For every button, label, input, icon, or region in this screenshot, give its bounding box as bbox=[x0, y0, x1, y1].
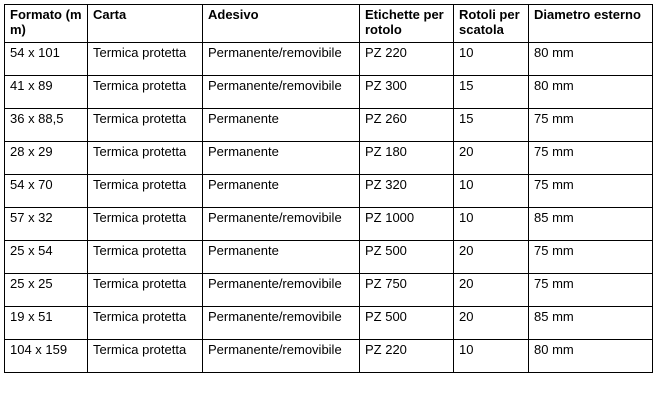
cell-carta: Termica protetta bbox=[88, 109, 203, 142]
cell-etichette: PZ 220 bbox=[360, 43, 454, 76]
cell-formato: 25 x 54 bbox=[5, 241, 88, 274]
cell-diametro: 80 mm bbox=[529, 340, 653, 373]
cell-adesivo: Permanente bbox=[203, 109, 360, 142]
cell-adesivo: Permanente/removibile bbox=[203, 340, 360, 373]
cell-rotoli: 10 bbox=[454, 340, 529, 373]
cell-carta: Termica protetta bbox=[88, 43, 203, 76]
table-row bbox=[5, 241, 653, 274]
header-formato: Formato (mm) bbox=[5, 5, 88, 43]
cell-diametro: 75 mm bbox=[529, 142, 653, 175]
cell-rotoli: 20 bbox=[454, 307, 529, 340]
cell-formato: 25 x 25 bbox=[5, 274, 88, 307]
table-row bbox=[5, 274, 653, 307]
cell-adesivo: Permanente/removibile bbox=[203, 43, 360, 76]
cell-rotoli: 10 bbox=[454, 175, 529, 208]
cell-etichette: PZ 220 bbox=[360, 340, 454, 373]
cell-carta: Termica protetta bbox=[88, 274, 203, 307]
product-table bbox=[4, 4, 653, 373]
cell-formato: 54 x 101 bbox=[5, 43, 88, 76]
table-row bbox=[5, 142, 653, 175]
table-row bbox=[5, 340, 653, 373]
table-body bbox=[5, 43, 653, 373]
cell-etichette: PZ 1000 bbox=[360, 208, 454, 241]
cell-formato: 104 x 159 bbox=[5, 340, 88, 373]
cell-formato: 57 x 32 bbox=[5, 208, 88, 241]
header-carta: Carta bbox=[88, 5, 203, 43]
table-row bbox=[5, 109, 653, 142]
cell-carta: Termica protetta bbox=[88, 340, 203, 373]
cell-adesivo: Permanente bbox=[203, 175, 360, 208]
header-etichette: Etichette per rotolo bbox=[360, 5, 454, 43]
header-row bbox=[5, 5, 653, 43]
header-adesivo: Adesivo bbox=[203, 5, 360, 43]
cell-rotoli: 20 bbox=[454, 241, 529, 274]
cell-rotoli: 10 bbox=[454, 43, 529, 76]
cell-adesivo: Permanente bbox=[203, 142, 360, 175]
cell-etichette: PZ 500 bbox=[360, 307, 454, 340]
cell-etichette: PZ 300 bbox=[360, 76, 454, 109]
cell-diametro: 75 mm bbox=[529, 175, 653, 208]
cell-carta: Termica protetta bbox=[88, 142, 203, 175]
cell-rotoli: 20 bbox=[454, 142, 529, 175]
cell-etichette: PZ 500 bbox=[360, 241, 454, 274]
cell-carta: Termica protetta bbox=[88, 208, 203, 241]
table-row bbox=[5, 208, 653, 241]
cell-etichette: PZ 750 bbox=[360, 274, 454, 307]
cell-rotoli: 10 bbox=[454, 208, 529, 241]
cell-formato: 28 x 29 bbox=[5, 142, 88, 175]
header-diametro: Diametro esterno bbox=[529, 5, 653, 43]
table-row bbox=[5, 76, 653, 109]
table-row bbox=[5, 175, 653, 208]
cell-diametro: 75 mm bbox=[529, 241, 653, 274]
cell-etichette: PZ 260 bbox=[360, 109, 454, 142]
cell-diametro: 75 mm bbox=[529, 109, 653, 142]
table-row bbox=[5, 307, 653, 340]
table-row bbox=[5, 43, 653, 76]
cell-adesivo: Permanente/removibile bbox=[203, 274, 360, 307]
cell-carta: Termica protetta bbox=[88, 76, 203, 109]
cell-diametro: 85 mm bbox=[529, 307, 653, 340]
document-page bbox=[4, 4, 653, 373]
cell-diametro: 80 mm bbox=[529, 76, 653, 109]
cell-adesivo: Permanente/removibile bbox=[203, 208, 360, 241]
cell-rotoli: 20 bbox=[454, 274, 529, 307]
cell-formato: 54 x 70 bbox=[5, 175, 88, 208]
cell-etichette: PZ 180 bbox=[360, 142, 454, 175]
cell-formato: 36 x 88,5 bbox=[5, 109, 88, 142]
header-rotoli: Rotoli per scatola bbox=[454, 5, 529, 43]
cell-rotoli: 15 bbox=[454, 76, 529, 109]
cell-carta: Termica protetta bbox=[88, 241, 203, 274]
cell-carta: Termica protetta bbox=[88, 175, 203, 208]
cell-formato: 19 x 51 bbox=[5, 307, 88, 340]
cell-adesivo: Permanente bbox=[203, 241, 360, 274]
cell-diametro: 85 mm bbox=[529, 208, 653, 241]
cell-adesivo: Permanente/removibile bbox=[203, 76, 360, 109]
cell-rotoli: 15 bbox=[454, 109, 529, 142]
cell-adesivo: Permanente/removibile bbox=[203, 307, 360, 340]
cell-formato: 41 x 89 bbox=[5, 76, 88, 109]
cell-etichette: PZ 320 bbox=[360, 175, 454, 208]
cell-carta: Termica protetta bbox=[88, 307, 203, 340]
cell-diametro: 80 mm bbox=[529, 43, 653, 76]
table-header bbox=[5, 5, 653, 43]
cell-diametro: 75 mm bbox=[529, 274, 653, 307]
